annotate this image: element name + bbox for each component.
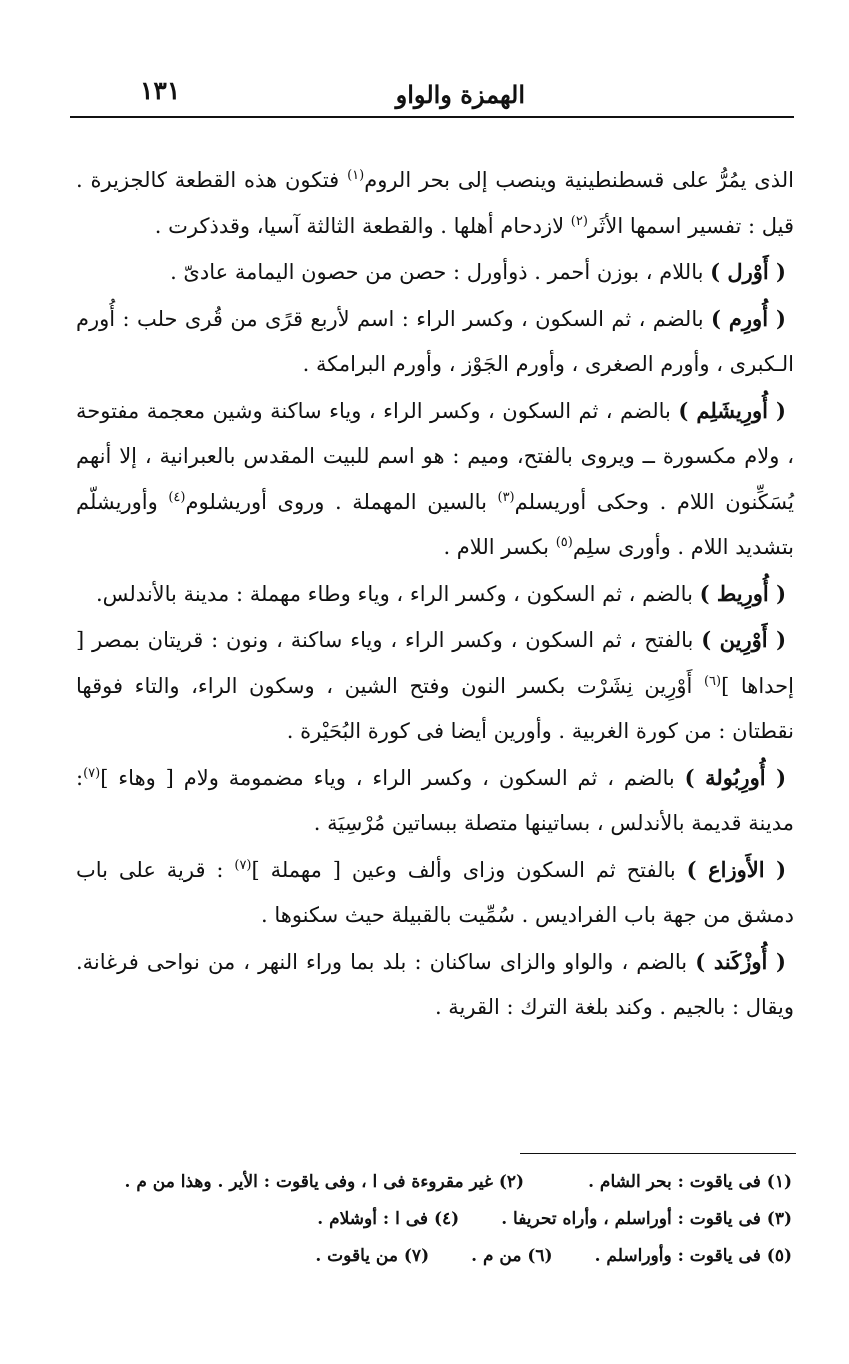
- entry-awrin: [76, 617, 794, 755]
- entry-headword: ( أَوْرِين ): [701, 627, 786, 652]
- entry-text: بالسين المهملة . وروى أوريشلوم: [185, 489, 498, 514]
- main-text: [76, 158, 794, 1031]
- entry-awzaa: [76, 847, 794, 939]
- entry-awral: [76, 249, 794, 296]
- text-run: لازدحام أهلها . والقطعة الثالثة آسيا، وقدذكرت .: [154, 213, 571, 238]
- entry-awzkand: [76, 939, 794, 1031]
- paragraph-continuation: [76, 158, 794, 249]
- entry-text: بالضم ، ثم السكون ، وكسر الراء ، وياء وطاء مهملة : مدينة بالأندلس.: [95, 581, 700, 606]
- entry-headword: ( أُورِيط ): [699, 580, 786, 606]
- footnote-ref[interactable]: (٤): [168, 489, 186, 505]
- entry-text: : قرية على باب دمشق من جهة باب الفراديس . سُمِّيت بالقبيلة حيث سكنوها .: [76, 857, 794, 927]
- running-title: الهمزة والواو: [395, 80, 525, 109]
- footnote-rule: [520, 1153, 796, 1154]
- footnote-ref[interactable]: (٧): [83, 765, 101, 781]
- entry-awrim: [76, 296, 794, 388]
- footnote: (٤) فى ا : أوشلام .: [317, 1209, 460, 1229]
- entry-headword: ( الأَوزاع ): [686, 856, 787, 882]
- entry-text: بالفتح ثم السكون وزاى وألف وعين [ مهملة ]: [251, 857, 687, 882]
- text-run: الذى يمُرُّ على قسطنطينية وينصب إلى بحر الروم: [364, 168, 794, 192]
- entry-text: وأوريشلّم بتشديد اللام . وأورى سلِم: [76, 489, 794, 559]
- footnote-line: [80, 1201, 792, 1238]
- entry-text: بالضم ، ثم السكون ، وكسر الراء ، وياء ساكنة وشين معجمة مفتوحة ، ولام مكسورة ــ ويروى بالفتح، وميم : هو اسم للبيت المقدس بالعبرانية ، إلا أنهم يُسَكِّنون اللام . وحكى أوريسلم: [76, 398, 794, 514]
- entry-headword: ( أُورِبُولة ): [684, 764, 787, 790]
- entry-awrit: [76, 571, 794, 618]
- entry-headword: ( أُورِيشَلِم ): [678, 397, 786, 423]
- footnote-line: [80, 1238, 792, 1275]
- footnote-ref[interactable]: (٣): [497, 489, 515, 505]
- footnote-ref[interactable]: (٧): [234, 857, 252, 873]
- footnote: (١) فى ياقوت : بحر الشام .: [588, 1172, 792, 1192]
- entry-text: : مدينة قديمة بالأندلس ، بساتينها متصلة ببساتين مُرْسِيَة .: [76, 765, 794, 835]
- header-rule: [70, 116, 794, 118]
- entry-text: بالفتح ، ثم السكون ، وكسر الراء ، وياء ساكنة ، ونون : قريتان بمصر [ إحداها ]: [76, 628, 794, 698]
- entry-text: باللام ، بوزن أحمر . ذوأورل : حصن من حصون اليمامة عادىّ .: [170, 260, 711, 284]
- running-header: [70, 72, 790, 112]
- entry-text: بالضم ، ثم السكون ، وكسر الراء : اسم لأربع قرًى من قُرى حلب : أُورم الـكبرى ، وأورم الصغرى ، وأورم الجَوْز ، وأورم البرامكة .: [76, 306, 794, 376]
- entry-headword: ( أُورِم ): [710, 305, 786, 331]
- entry-text: أَوْرِين نِشَرْت بكسر النون وفتح الشين ، وسكون الراء، والتاء فوقها نقطتان : من كورة الغربية . وأورين أيضا فى كورة البُحَيْرة .: [76, 673, 794, 743]
- entry-awribula: [76, 755, 794, 847]
- entry-headword: ( أُوزْكَند ): [695, 948, 786, 974]
- footnote-ref[interactable]: (٦): [703, 673, 722, 689]
- entry-text: بالضم ، ثم السكون ، وكسر الراء ، وياء مضمومة ولام [ وهاء ]: [100, 765, 685, 790]
- entry-text: بكسر اللام .: [443, 535, 556, 559]
- footnote: (٦) من م .: [471, 1246, 553, 1266]
- footnote: (٥) فى ياقوت : وأوراسلم .: [594, 1246, 792, 1266]
- footnotes: [80, 1164, 792, 1275]
- footnote-line: [80, 1164, 792, 1201]
- page-number: ١٣١: [140, 76, 181, 105]
- footnote: (٣) فى ياقوت : أوراسلم ، وأراه تحريفا .: [501, 1209, 792, 1229]
- footnote-ref[interactable]: (٢): [570, 213, 588, 229]
- entry-awrishalim: [76, 388, 794, 571]
- entry-headword: ( أَوْرل ): [710, 259, 786, 284]
- footnote-ref[interactable]: (٥): [555, 535, 573, 550]
- footnote: (٧) من ياقوت .: [315, 1246, 430, 1266]
- footnote-ref[interactable]: (١): [347, 168, 365, 183]
- text-run: فتكون هذه القطعة كالجزيرة . قيل : تفسير اسمها الأثَر: [76, 168, 794, 238]
- footnote: (٢) غير مقروءة فى ا ، وفى ياقوت : الأير . وهذا من م .: [124, 1172, 525, 1192]
- entry-text: بالضم ، والواو والزاى ساكنان : بلد بما وراء النهر ، من نواحى فرغانة. ويقال : بالجيم . وكند بلغة الترك : القرية .: [76, 949, 794, 1019]
